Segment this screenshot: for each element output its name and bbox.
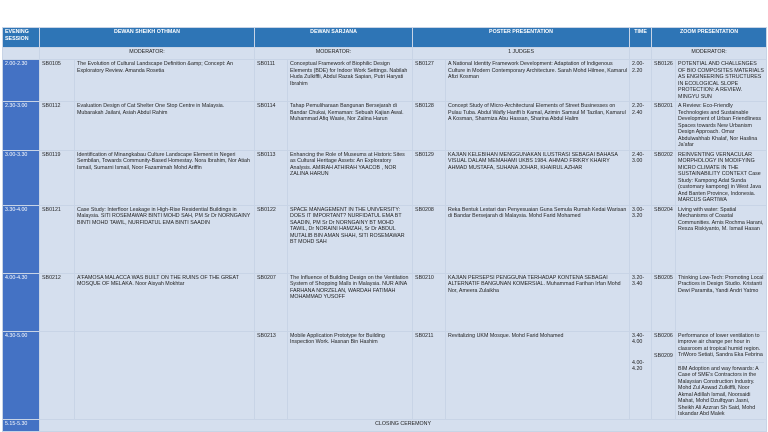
header-room-b: DEWAN SARJANA: [255, 28, 413, 48]
header-session: EVENING SESSION: [3, 28, 40, 48]
room-b-title: Conceptual Framework of Biophilic Design Elements (BDE) for Indoor Work Settings. Nabilah Huda Zulkiffli, Abdul Razak Sapian, Putri Haryati Ibrahim: [288, 60, 413, 102]
room-a-title: A'FAMOSA MALACCA WAS BUILT ON THE RUINS OF THE GREAT MOSQUE OF MELAKA. Noor Aisyah Mokhtar: [75, 273, 255, 331]
room-b-title: SPACE MANAGEMENT IN THE UNIVERSITY: DOES IT IMPORTANT? NURFIDATUL EMA BT SAADIN, PM Sr Dr NORNGAINY BT MOHD TAWIL, Dr NORAINI HAMZAH, Sr Dr ABDUL MUTALIB BIN AMAN SHAH, SITI ROSEMAWAR BT MOHD SAH: [288, 205, 413, 273]
moderator-time-blank: [630, 48, 652, 60]
zoom-code: [652, 273, 676, 331]
zoom-code-value: SB0206: [654, 332, 673, 339]
zoom-time: [630, 150, 652, 205]
table-row: [3, 102, 767, 151]
zoom-code-value: SB0204: [654, 206, 673, 213]
schedule-table: [2, 27, 767, 432]
zoom-code: [652, 60, 676, 102]
moderator-zoom: MODERATOR:: [652, 48, 767, 60]
room-a-code: [40, 331, 75, 419]
poster-code: SB0208: [413, 205, 446, 273]
header-time: TIME: [630, 28, 652, 48]
room-a-title: [75, 331, 255, 419]
poster-code: SB0211: [413, 331, 446, 419]
moderator-room-a: MODERATOR:: [40, 48, 255, 60]
closing-time: 5.15-5.30: [3, 419, 40, 431]
room-a-title: The Evolution of Cultural Landscape Definition &amp; Concept: An Exploratory Review. Amanda Rosetia: [75, 60, 255, 102]
zoom-code-value: SB0126: [654, 61, 673, 67]
room-b-title: Mobile Application Prototype for Building Inspection Work. Hasnan Bin Hashim: [288, 331, 413, 419]
room-a-code: SB0119: [40, 150, 75, 205]
zoom-code: [652, 331, 676, 419]
room-a-title: Evaluation Design of Cat Shelter One Stop Centre in Malaysia. Mubarakah Jailani, Asiah Abdul Rahim: [75, 102, 255, 151]
zoom-time-value: 2.20-2.40: [632, 103, 645, 116]
zoom-code: [652, 150, 676, 205]
header-room-a: DEWAN SHEIKH OTHMAN: [40, 28, 255, 48]
room-a-title: Identification of Minangkabau Culture Landscape Element in Negeri Sembilan, Towards Community-Based Homestay. Nora Ibrahim, Nor Atiah Ismail, Sumarni Ismail, Noor Fazamimah Mohd Ariffin: [75, 150, 255, 205]
zoom-time-value: 2.00-2.20: [632, 61, 645, 74]
room-a-code: SB0105: [40, 60, 75, 102]
zoom-time: [630, 205, 652, 273]
zoom-title-value: A Review: Eco-Friendly Technologies and Sustainable Development of Urban Friendliness Spaces towards New Urbanism Design Approach. Omar Abdulwahhab Khalaf, Nor Haslina Ja'afar: [678, 103, 762, 148]
closing-label: CLOSING CEREMONY: [40, 419, 767, 431]
zoom-time: [630, 60, 652, 102]
zoom-time-value: 3.20-3.40: [632, 274, 645, 287]
zoom-title-value: REINVENTING VERNACULAR MORPHOLOGY IN MODIFYING MICRO CLIMATE IN THE SUSTAINABILITY CONTEXT Case Study: Kampong Adat Sunda (customary kampong) in West Java And Banten Province, Indonesia. MARCUS GARTIWA: [678, 151, 761, 203]
zoom-title: [676, 150, 767, 205]
poster-title: Reka Bentuk Lestari dan Penyesuaian Guna Semula Rumah Kedai Warisan di Bandar Bersejarah di Malaysia. Mohd Farid Mohamed: [446, 205, 630, 273]
zoom-time: [630, 331, 652, 419]
room-b-code: SB0207: [255, 273, 288, 331]
room-b-title: Enhancing the Role of Museums at Historic Sites as Cultural Heritage Assets: An Exploratory Analysis. AMIRAH ATHIRAH YAACOB , NOR ZALINA HARUN: [288, 150, 413, 205]
zoom-time-value: 2.40-3.00: [632, 151, 645, 164]
zoom-title-value: BIM Adoption and way forwards: A Case of SME's Contractors in the Malaysian Construction Industry. Mohd Zul Aswad Zulkiffli, Noor Akmal Adillah Ismail, Noorsaidi Mahat, Mohd Dzulfqyan Jasni, Sheikh Ali Azzran Sh Said, Mohd Iskandar Abd Malek: [678, 362, 764, 418]
zoom-code: [652, 102, 676, 151]
table-row: [3, 60, 767, 102]
zoom-title: [676, 273, 767, 331]
zoom-code: [652, 205, 676, 273]
zoom-title-value: Thinking Low-Tech: Promoting Local Practices in Design Studio. Kristanti Dewi Paramita, Yandi Andri Yatmo: [678, 274, 764, 294]
moderator-blank: [3, 48, 40, 60]
zoom-code-value: SB0202: [654, 151, 673, 158]
poster-title: KAJIAN PERSEPSI PENGGUNA TERHADAP KONTENA SEBAGAI ALTERNATIF BANGUNAN KOMERSIAL. Muhammad Farihan Irfan Mohd Nor, Ameera Zulaikha: [446, 273, 630, 331]
closing-row: [3, 419, 767, 431]
poster-code: SB0210: [413, 273, 446, 331]
header-poster: POSTER PRESENTATION: [413, 28, 630, 48]
zoom-time-value: 3.00-3.20: [632, 206, 645, 219]
table-row: [3, 205, 767, 273]
poster-code: SB0128: [413, 102, 446, 151]
poster-code: SB0129: [413, 150, 446, 205]
zoom-code-value: SB0201: [654, 103, 673, 109]
session-time: 3.00-3.30: [3, 150, 40, 205]
zoom-time: [630, 102, 652, 151]
zoom-code-value: SB0209: [654, 353, 673, 359]
moderator-room-b: MODERATOR:: [255, 48, 413, 60]
header-row: [3, 28, 767, 48]
zoom-code-value: SB0205: [654, 274, 673, 281]
zoom-time: [630, 273, 652, 331]
header-zoom: ZOOM PRESENTATION: [652, 28, 767, 48]
zoom-title-value: Living with water: Spatial Mechanisms of Coastal Communities. Arnis Rochma Harani, Resza Riskiyanto, M. Ismail Hasan: [678, 206, 764, 232]
room-a-code: SB0112: [40, 102, 75, 151]
room-b-code: SB0122: [255, 205, 288, 273]
room-b-code: SB0213: [255, 331, 288, 419]
room-a-code: SB0121: [40, 205, 75, 273]
poster-title: KAJIAN KELEBIHAN MENGGUNAKAN ILUSTRASI SEBAGAI BAHASA VISUAL DALAM MEMAHAMI UKBS 1984. AHMAD FIRKRY KHAIRY AHMAD MUSTAFA, SUHANA JOHAR, KHAIRUL AZHAR: [446, 150, 630, 205]
session-time: 4.00-4.30: [3, 273, 40, 331]
zoom-title-value: Performance of lower ventilation to improve air change per hour in classroom at tropical humid region. TriWoro Setiati, Sandra Eka Febrina: [678, 332, 763, 358]
poster-title: Concept Study of Micro-Architectural Elements of Street Businesses on Pulau Tuba. Abdul Wafly Hanffi b Kamal, Azimin Samsul M Tazilan, Kamarul A Kosman, Sharmiza Abu Hassan, Sharina Abdul Halim: [446, 102, 630, 151]
zoom-time-value: 4.00-4.20: [632, 359, 645, 372]
zoom-title: [676, 102, 767, 151]
zoom-title-value: POTENTIAL AND CHALLENGES OF BIO COMPOSITES MATERIALS AS ENGINEERING STRUCTURES IN ECOLOGICAL SLOPE PROTECTION: A REVIEW. MINGYU SUN: [678, 61, 764, 100]
room-b-title: The Influence of Building Design on the Ventilation System of Shopping Malls in Malaysia. NUR AINA FARHANA NORZELAN, WARDAH FATIMAH MOHAMMAD YUSOFF: [288, 273, 413, 331]
poster-title: Revitalizing UKM Mosque. Mohd Farid Mohamed: [446, 331, 630, 419]
poster-title: A National Identity Framework Development: Adaptation of Indigenous Culture in Modern Contemporary Architecture. Sarah Mohd Hilmee, Kamarul Afizi Kosman: [446, 60, 630, 102]
poster-code: SB0127: [413, 60, 446, 102]
room-b-title: Tahap Pemuliharaan Bangunan Bersejarah di Bandar Chukai, Kemaman: Sebuah Kajian Awal. Muhammad Afiq Wasie, Nor Zalina Harun: [288, 102, 413, 151]
room-b-code: SB0111: [255, 60, 288, 102]
zoom-time-value: 3.40-4.00: [632, 332, 645, 345]
session-time: 2.00-2.30: [3, 60, 40, 102]
session-time: 4.30-5.00: [3, 331, 40, 419]
room-a-title: Case Study: Interfloor Leakage in High-Rise Residential Buildings in Malaysia. SITI ROSEMAWAR BINTI MOHD SAH, PM Sr Dr NORNGAINY BINTI MOHD TAWIL, NURFIDATUL EMA BINTI SAADIN: [75, 205, 255, 273]
session-time: 3.30-4.00: [3, 205, 40, 273]
table-row: [3, 331, 767, 419]
room-b-code: SB0114: [255, 102, 288, 151]
table-row: [3, 273, 767, 331]
table-row: [3, 150, 767, 205]
moderator-row: [3, 48, 767, 60]
zoom-title: [676, 60, 767, 102]
session-time: 2.30-3.00: [3, 102, 40, 151]
room-a-code: SB0212: [40, 273, 75, 331]
moderator-poster: 1 JUDGES: [413, 48, 630, 60]
zoom-title: [676, 331, 767, 419]
room-b-code: SB0113: [255, 150, 288, 205]
zoom-title: [676, 205, 767, 273]
